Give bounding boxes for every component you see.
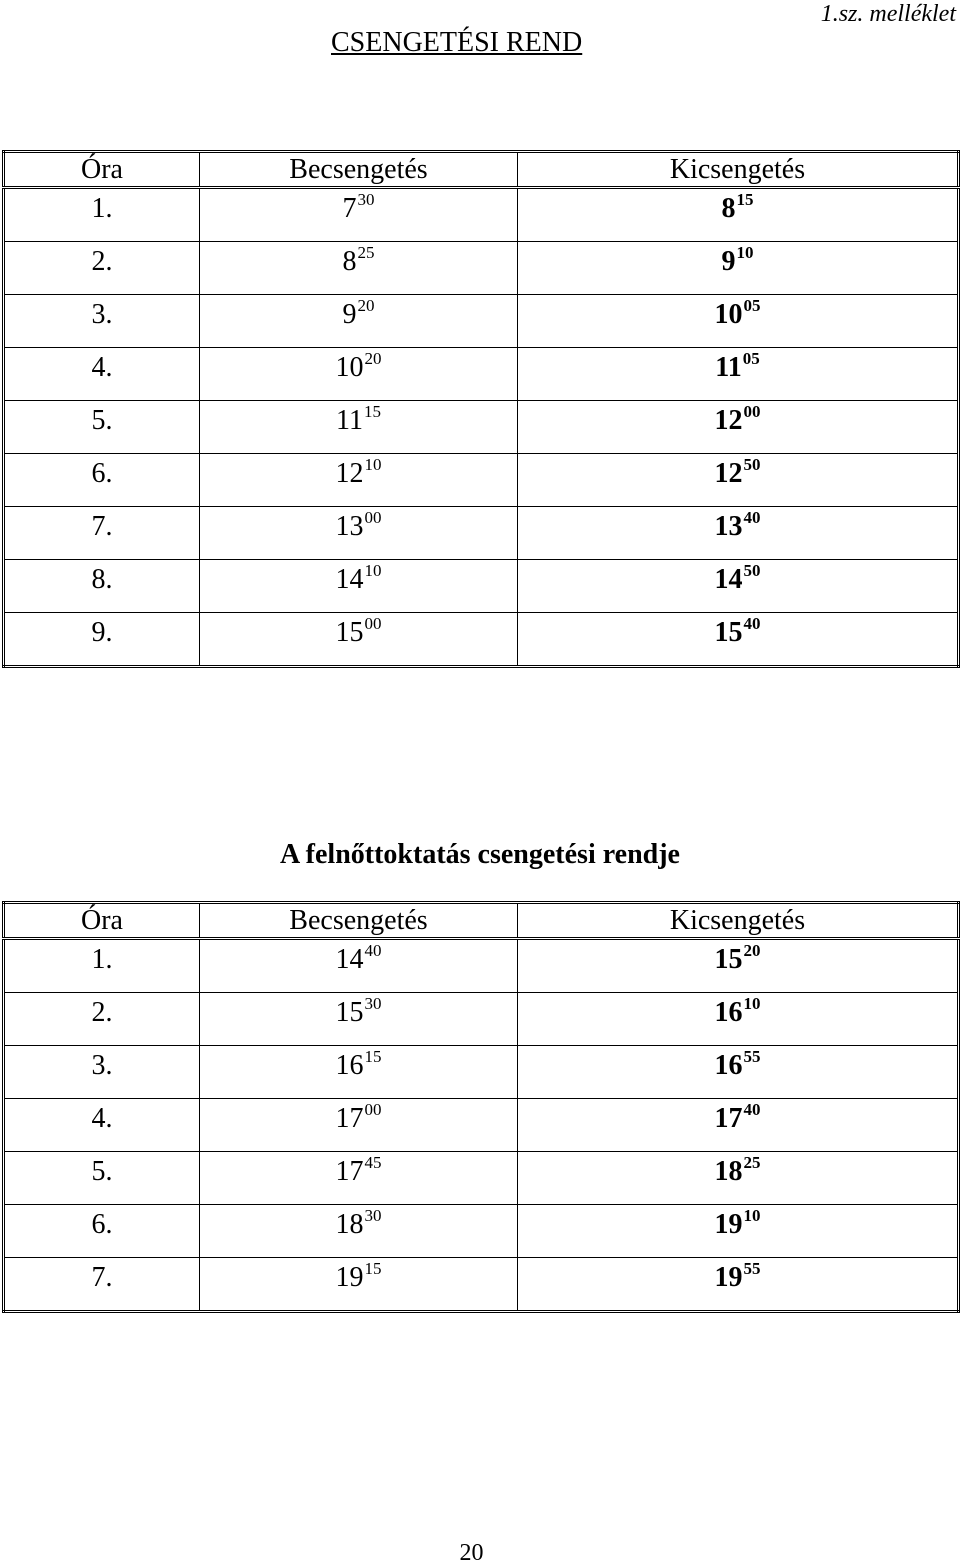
- end-hour: 12: [714, 458, 743, 489]
- start-time-cell: [200, 1152, 518, 1205]
- period-cell: 2.: [4, 993, 200, 1046]
- table-row: [4, 401, 959, 454]
- start-minute: 25: [357, 243, 375, 262]
- start-hour: 14: [335, 944, 364, 975]
- start-hour: 18: [335, 1209, 364, 1240]
- end-time-cell: [518, 1258, 959, 1312]
- start-minute: 30: [364, 994, 382, 1013]
- period-cell: 7.: [4, 507, 200, 560]
- end-hour: 9: [721, 246, 736, 277]
- end-time-cell: [518, 188, 959, 242]
- start-minute: 20: [357, 296, 375, 315]
- end-minute: 05: [743, 296, 761, 315]
- end-minute: 40: [743, 1100, 761, 1119]
- end-time-cell: [518, 939, 959, 993]
- end-time-cell: [518, 613, 959, 667]
- start-minute: 10: [364, 455, 382, 474]
- table-row: [4, 560, 959, 613]
- end-time-cell: [518, 993, 959, 1046]
- end-hour: 13: [714, 511, 743, 542]
- adult-bell-schedule-table: [2, 901, 960, 1313]
- end-minute: 20: [743, 941, 761, 960]
- end-time-cell: [518, 348, 959, 401]
- end-time-cell: [518, 401, 959, 454]
- table-header-row: [4, 903, 959, 939]
- end-hour: 17: [714, 1103, 743, 1134]
- end-hour: 15: [714, 944, 743, 975]
- period-cell: 1.: [4, 939, 200, 993]
- start-time-cell: [200, 401, 518, 454]
- end-time-cell: [518, 295, 959, 348]
- end-minute: 25: [743, 1153, 761, 1172]
- end-hour: 15: [714, 617, 743, 648]
- table-row: [4, 1205, 959, 1258]
- annex-label: 1.sz. melléklet: [820, 1, 956, 27]
- start-time-cell: [200, 242, 518, 295]
- start-minute: 15: [364, 1047, 382, 1066]
- header-start: Becsengetés: [200, 152, 518, 188]
- table-row: [4, 507, 959, 560]
- end-minute: 15: [736, 190, 754, 209]
- table-row: [4, 1152, 959, 1205]
- table-row: [4, 613, 959, 667]
- start-time-cell: [200, 939, 518, 993]
- period-cell: 2.: [4, 242, 200, 295]
- start-minute: 45: [364, 1153, 382, 1172]
- start-hour: 7: [342, 193, 357, 224]
- table-row: [4, 454, 959, 507]
- period-cell: 1.: [4, 188, 200, 242]
- adult-bell-schedule-body: [4, 903, 959, 1312]
- header-start: Becsengetés: [200, 903, 518, 939]
- end-hour: 19: [714, 1209, 743, 1240]
- start-time-cell: [200, 560, 518, 613]
- period-cell: 9.: [4, 613, 200, 667]
- start-time-cell: [200, 1099, 518, 1152]
- header-period: Óra: [4, 903, 200, 939]
- end-hour: 19: [714, 1262, 743, 1293]
- table-row: [4, 295, 959, 348]
- start-minute: 00: [364, 508, 382, 527]
- page-title: CSENGETÉSI REND: [331, 27, 583, 58]
- end-minute: 55: [743, 1047, 761, 1066]
- end-hour: 16: [714, 1050, 743, 1081]
- end-minute: 10: [736, 243, 754, 262]
- period-cell: 7.: [4, 1258, 200, 1312]
- end-minute: 00: [743, 402, 761, 421]
- start-hour: 9: [342, 299, 357, 330]
- header-period: Óra: [4, 152, 200, 188]
- start-minute: 00: [364, 614, 382, 633]
- table-row: [4, 1258, 959, 1312]
- start-hour: 15: [335, 997, 364, 1028]
- period-cell: 5.: [4, 1152, 200, 1205]
- end-hour: 11: [715, 352, 742, 383]
- start-time-cell: [200, 1205, 518, 1258]
- end-hour: 14: [714, 564, 743, 595]
- header-end: Kicsengetés: [518, 903, 959, 939]
- start-minute: 40: [364, 941, 382, 960]
- period-cell: 4.: [4, 1099, 200, 1152]
- table-row: [4, 993, 959, 1046]
- end-minute: 10: [743, 1206, 761, 1225]
- start-minute: 00: [364, 1100, 382, 1119]
- end-time-cell: [518, 1046, 959, 1099]
- table-row: [4, 1099, 959, 1152]
- end-time-cell: [518, 560, 959, 613]
- end-hour: 18: [714, 1156, 743, 1187]
- start-time-cell: [200, 993, 518, 1046]
- period-cell: 8.: [4, 560, 200, 613]
- start-hour: 11: [336, 405, 363, 436]
- end-minute: 40: [743, 508, 761, 527]
- end-time-cell: [518, 1152, 959, 1205]
- end-hour: 16: [714, 997, 743, 1028]
- start-time-cell: [200, 454, 518, 507]
- period-cell: 5.: [4, 401, 200, 454]
- end-minute: 40: [743, 614, 761, 633]
- start-minute: 15: [364, 1259, 382, 1278]
- start-minute: 15: [363, 402, 381, 421]
- table-row: [4, 188, 959, 242]
- start-hour: 13: [335, 511, 364, 542]
- start-minute: 10: [364, 561, 382, 580]
- end-time-cell: [518, 454, 959, 507]
- bell-schedule-table: [2, 150, 960, 668]
- table-row: [4, 242, 959, 295]
- start-hour: 19: [335, 1262, 364, 1293]
- page-number: 20: [459, 1540, 484, 1566]
- table-row: [4, 348, 959, 401]
- end-hour: 10: [714, 299, 743, 330]
- start-hour: 15: [335, 617, 364, 648]
- adult-schedule-title: A felnőttoktatás csengetési rendje: [280, 839, 680, 870]
- start-minute: 30: [357, 190, 375, 209]
- start-time-cell: [200, 1046, 518, 1099]
- start-time-cell: [200, 348, 518, 401]
- end-minute: 50: [743, 561, 761, 580]
- end-hour: 8: [721, 193, 736, 224]
- start-time-cell: [200, 1258, 518, 1312]
- period-cell: 6.: [4, 1205, 200, 1258]
- start-time-cell: [200, 295, 518, 348]
- start-time-cell: [200, 188, 518, 242]
- start-minute: 20: [364, 349, 382, 368]
- table-header-row: [4, 152, 959, 188]
- end-time-cell: [518, 507, 959, 560]
- start-hour: 17: [335, 1103, 364, 1134]
- start-hour: 12: [335, 458, 364, 489]
- bell-schedule-body: [4, 152, 959, 667]
- start-hour: 10: [335, 352, 364, 383]
- end-minute: 05: [742, 349, 760, 368]
- period-cell: 4.: [4, 348, 200, 401]
- end-time-cell: [518, 242, 959, 295]
- start-hour: 8: [342, 246, 357, 277]
- period-cell: 3.: [4, 295, 200, 348]
- end-minute: 50: [743, 455, 761, 474]
- end-hour: 12: [714, 405, 743, 436]
- end-minute: 10: [743, 994, 761, 1013]
- header-end: Kicsengetés: [518, 152, 959, 188]
- start-minute: 30: [364, 1206, 382, 1225]
- period-cell: 3.: [4, 1046, 200, 1099]
- period-cell: 6.: [4, 454, 200, 507]
- table-row: [4, 1046, 959, 1099]
- start-time-cell: [200, 613, 518, 667]
- start-hour: 16: [335, 1050, 364, 1081]
- start-hour: 17: [335, 1156, 364, 1187]
- start-hour: 14: [335, 564, 364, 595]
- table-row: [4, 939, 959, 993]
- end-minute: 55: [743, 1259, 761, 1278]
- end-time-cell: [518, 1205, 959, 1258]
- start-time-cell: [200, 507, 518, 560]
- end-time-cell: [518, 1099, 959, 1152]
